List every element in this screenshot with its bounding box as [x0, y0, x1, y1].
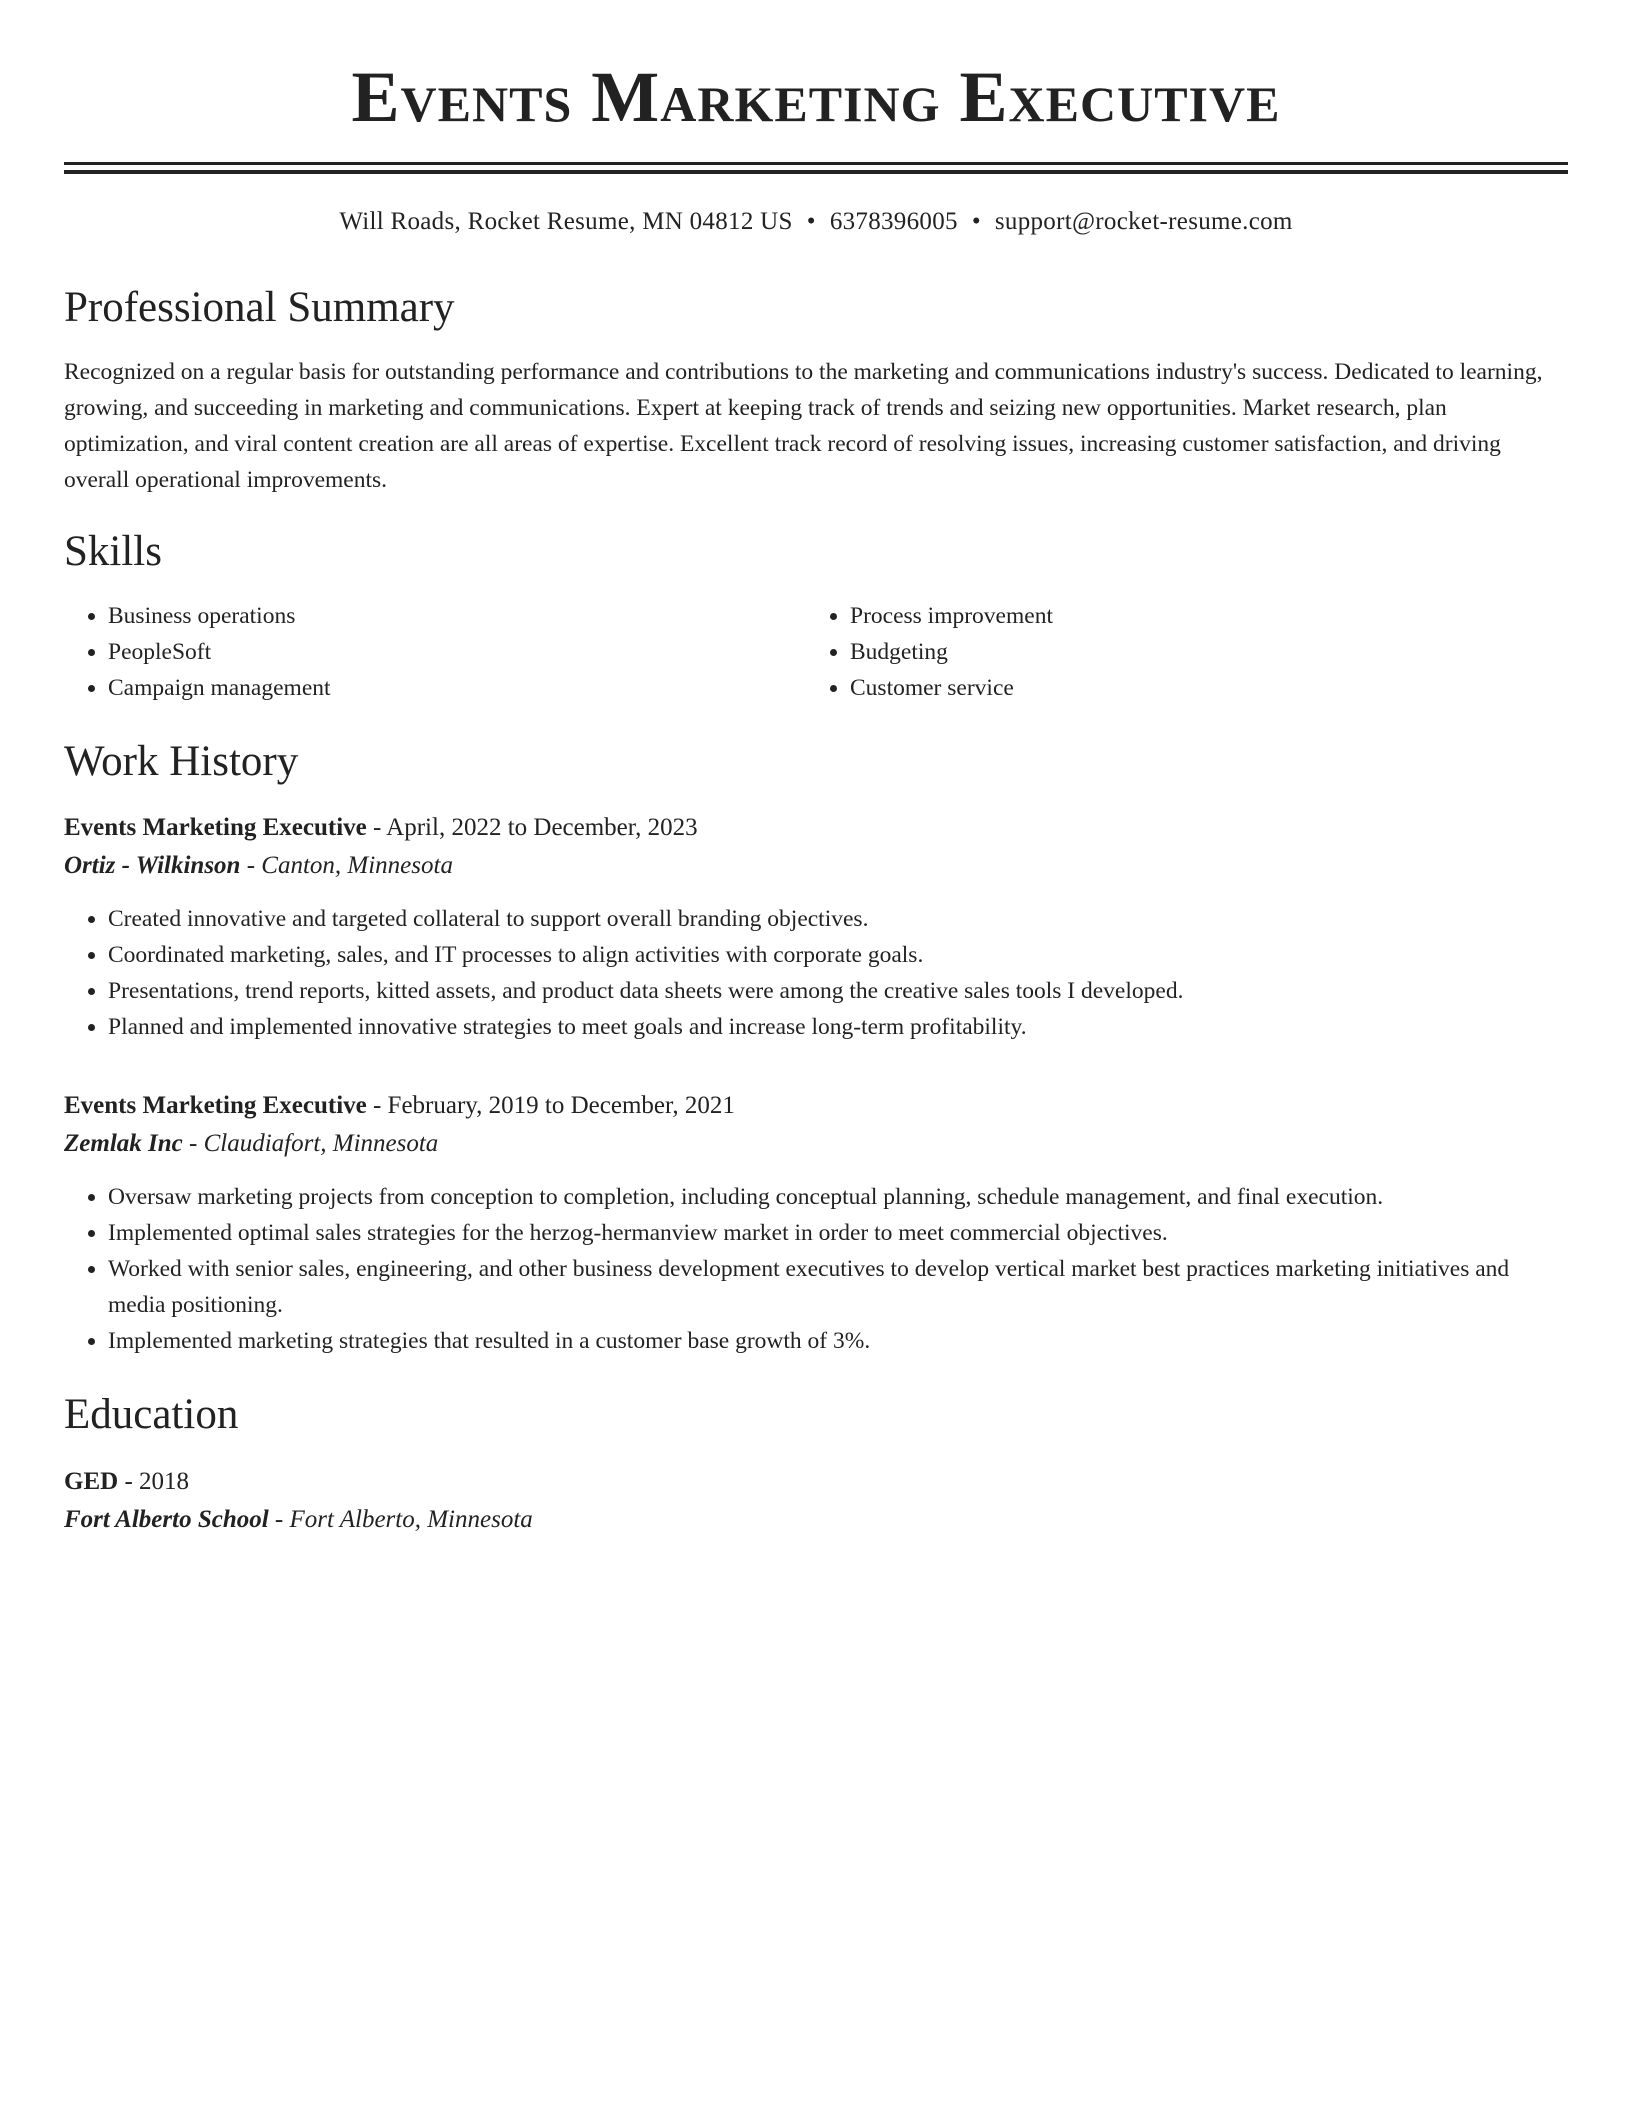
job-dates: - February, 2019 to December, 2021 [366, 1092, 735, 1120]
job-entry [64, 1087, 1568, 1359]
education-location: - Fort Alberto, Minnesota [268, 1505, 533, 1533]
skill-item: • Campaign management [108, 670, 806, 706]
job-dates: - April, 2022 to December, 2023 [366, 814, 698, 842]
education-entry [64, 1463, 1568, 1539]
summary-heading: Professional Summary [64, 284, 455, 332]
education-degree: GED [64, 1467, 119, 1495]
job-bullet: • Implemented optimal sales strategies for the herzog-hermanview market in order to meet commercial objectives. [108, 1215, 1568, 1251]
skills-grid [64, 598, 1568, 706]
job-title-line [64, 809, 1568, 847]
job-company-line [64, 1125, 1568, 1163]
skills-list-right [806, 598, 1548, 706]
job-bullet: • Planned and implemented innovative strategies to meet goals and increase long-term profitability. [108, 1009, 1568, 1045]
title-divider [64, 162, 1568, 174]
summary-text: Recognized on a regular basis for outstanding performance and contributions to the marketing and communications industry's success. Dedicated to learning, growing, and succeeding in marketing and communications. Expert at keeping track of trends and seizing new opportunities. Market research, plan optimization, and viral content creation are all areas of expertise. Excellent track record of resolving issues, increasing customer satisfaction, and driving overall operational improvements. [64, 358, 1543, 493]
contact-email: support@rocket-resume.com [994, 208, 1293, 236]
education-school: Fort Alberto School [64, 1505, 269, 1533]
job-bullet: • Coordinated marketing, sales, and IT processes to align activities with corporate goals. [108, 937, 1568, 973]
job-location: - Claudiafort, Minnesota [182, 1130, 439, 1158]
contact-line [64, 208, 1568, 236]
contact-phone: 6378396005 [829, 208, 958, 236]
job-role: Events Marketing Executive [64, 814, 367, 842]
skill-item: • Budgeting [850, 634, 1548, 670]
resume-title: Events Marketing Executive [351, 57, 1281, 137]
skills-list-left [64, 598, 806, 706]
job-bullet: • Presentations, trend reports, kitted assets, and product data sheets were among the creative sales tools I developed. [108, 973, 1568, 1009]
education-degree-line [64, 1463, 1568, 1501]
job-title-line [64, 1087, 1568, 1125]
contact-separator: • [806, 208, 816, 236]
job-bullets [64, 901, 1568, 1045]
skill-item: • PeopleSoft [108, 634, 806, 670]
job-role: Events Marketing Executive [64, 1092, 367, 1120]
work-history-heading: Work History [64, 737, 299, 785]
contact-address: Will Roads, Rocket Resume, MN 04812 US [339, 208, 793, 236]
contact-separator: • [971, 208, 981, 236]
job-bullets [64, 1179, 1568, 1359]
skill-item: • Process improvement [850, 598, 1548, 634]
job-company: Ortiz - Wilkinson [64, 852, 241, 880]
education-heading: Education [64, 1391, 239, 1439]
job-company: Zemlak Inc [64, 1130, 183, 1158]
job-bullet: • Created innovative and targeted collateral to support overall branding objectives. [108, 901, 1568, 937]
education-school-line [64, 1501, 1568, 1539]
skill-item: • Business operations [108, 598, 806, 634]
job-bullet: • Worked with senior sales, engineering, and other business development executives to develop vertical market best practices marketing initiatives and media positioning. [108, 1251, 1568, 1323]
job-location: - Canton, Minnesota [240, 852, 453, 880]
job-bullet: • Oversaw marketing projects from conception to completion, including conceptual planning, schedule management, and final execution. [108, 1179, 1568, 1215]
job-entry [64, 809, 1568, 1045]
job-bullet: • Implemented marketing strategies that resulted in a customer base growth of 3%. [108, 1323, 1568, 1359]
skills-heading: Skills [64, 527, 162, 575]
skill-item: • Customer service [850, 670, 1548, 706]
job-company-line [64, 847, 1568, 885]
education-year: - 2018 [118, 1467, 190, 1495]
